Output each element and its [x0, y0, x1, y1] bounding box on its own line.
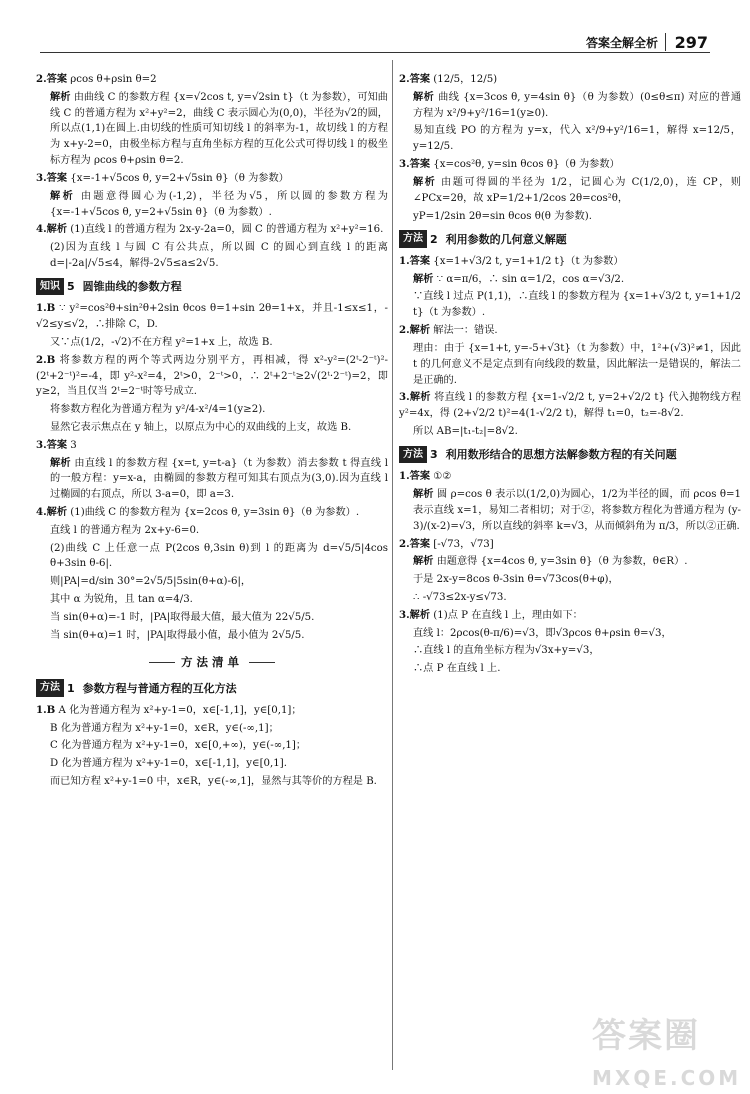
answer-paragraph — [36, 171, 388, 187]
answer-paragraph — [399, 469, 741, 485]
answer-text: (12/5，12/5) — [433, 74, 498, 85]
answer-paragraph — [399, 487, 741, 534]
answer-text: [-√73，√73] — [433, 538, 494, 550]
answer-label: 1.B — [36, 302, 56, 315]
left-column — [36, 72, 388, 1082]
watermark-logo-text: 答案圈 — [592, 1016, 700, 1056]
watermark — [592, 1010, 742, 1090]
answer-paragraph — [399, 254, 741, 270]
answer-paragraph — [36, 721, 388, 737]
answer-text: 而已知方程 x²+y-1=0 中，x∈R，y∈(-∞,1]，显然与其等价的方程是 B. — [50, 776, 377, 788]
answer-text: 由题可得圆的半径为 1/2，记圆心为 C(1/2,0)，连 CP，则∠PCx=2θ，故 xP=1/2+1/2cos 2θ=cos²θ， — [413, 176, 741, 204]
answer-paragraph — [36, 189, 388, 221]
watermark-url: MXQE.COM — [592, 1065, 742, 1090]
header-title: 答案全解全析 — [585, 36, 658, 50]
answer-paragraph — [36, 90, 388, 169]
answer-label: 2.答案 — [399, 537, 431, 550]
column-divider — [392, 60, 393, 1070]
answer-label: 解析 — [413, 272, 434, 285]
answer-paragraph — [36, 240, 388, 272]
answer-text: 将参数方程的两个等式两边分别平方，再相减，得 x²-y²=(2ᵗ-2⁻ᵗ)²-(2ᵗ+2⁻ᵗ)²=-4，即 y²-x²=4，2ᵗ>0，2⁻ᵗ>0，∴ 2ᵗ+2⁻ᵗ≥2√(2ᵗ·2⁻ᵗ)=2，即 y≥2，当且仅当 2ᵗ=2⁻ᵗ时等号成立. — [36, 354, 388, 398]
answer-paragraph — [399, 590, 741, 606]
answer-label: 解析 — [413, 555, 434, 568]
answer-paragraph — [399, 626, 741, 642]
answer-text: {x=cos²θ, y=sin θcos θ}（θ 为参数） — [433, 159, 620, 171]
answer-text: yP=1/2sin 2θ=sin θcos θ(θ 为参数). — [413, 210, 592, 222]
answer-label: 3.答案 — [399, 158, 431, 171]
answer-text: 曲线 {x=3cos θ, y=4sin θ}（θ 为参数）(0≤θ≤π) 对应的普通方程为 x²/9+y²/16=1(y≥0). — [413, 91, 741, 119]
answer-label: 3.解析 — [399, 608, 431, 621]
method-list-title — [36, 654, 388, 672]
answer-text: 于是 2x-y=8cos θ-3sin θ=√73cos(θ+φ)， — [413, 574, 619, 586]
answer-text: (2)因为直线 l 与圆 C 有公共点，所以圆 C 的圆心到直线 l 的距离 d=|-2a|/√5≤4，解得-2√5≤a≤2√5. — [50, 242, 388, 269]
section-heading — [399, 230, 741, 248]
title-rule — [149, 662, 175, 663]
answer-paragraph — [399, 537, 741, 553]
answer-text: {x=1+√3/2 t, y=1+1/2 t}（t 为参数） — [433, 255, 624, 267]
answer-text: 理由：由于 {x=1+t, y=-5+√3t}（t 为参数）中，1²+(√3)²≠1，因此 t 的几何意义不是定点到有向线段的数量，因此解法一是错误的，解法二是正确的. — [413, 342, 741, 386]
answer-paragraph — [36, 774, 388, 790]
answer-paragraph — [36, 72, 388, 88]
answer-label: 解析 — [50, 456, 71, 469]
answer-paragraph — [36, 335, 388, 351]
answer-text: ∵ α=π/6，∴ sin α=1/2，cos α=√3/2. — [436, 273, 625, 285]
answer-text: 显然它表示焦点在 y 轴上，以原点为中心的双曲线的上支，故选 B. — [50, 421, 352, 433]
answer-text: 3 — [70, 439, 77, 451]
answer-paragraph — [399, 608, 741, 624]
page-number: 297 — [674, 33, 708, 52]
answer-paragraph — [36, 574, 388, 590]
answer-label: 1.答案 — [399, 470, 431, 483]
answer-label: 解析 — [50, 189, 76, 202]
answer-paragraph — [399, 157, 741, 173]
answer-paragraph — [399, 661, 741, 677]
section-heading — [36, 278, 388, 296]
answer-paragraph — [36, 420, 388, 436]
answer-text: D 化为普通方程为 x²+y-1=0，x∈[-1,1]，y∈[0,1]. — [50, 758, 287, 770]
answer-paragraph — [399, 90, 741, 122]
answer-text: ρcos θ+ρsin θ=2 — [70, 74, 157, 85]
answer-paragraph — [36, 738, 388, 754]
title-rule — [249, 662, 275, 663]
answer-paragraph — [399, 643, 741, 659]
section-number: 1 — [67, 681, 75, 695]
answer-paragraph — [36, 610, 388, 626]
answer-label: 2.答案 — [36, 73, 68, 85]
answer-label: 解析 — [413, 488, 434, 501]
answer-text: 直线 l 的普通方程为 2x+y-6=0. — [50, 524, 200, 536]
answer-text: (1)直线 l 的普通方程为 2x-y-2a=0，圆 C 的普通方程为 x²+y²=16. — [70, 224, 384, 236]
section-tag: 方法 — [399, 230, 427, 248]
answer-label: 3.答案 — [36, 171, 68, 184]
header-separator — [665, 33, 666, 51]
answer-text: 直线 l：2ρcos(θ-π/6)=√3，即√3ρcos θ+ρsin θ=√3， — [413, 627, 672, 639]
answer-paragraph — [36, 438, 388, 454]
answer-text: 所以 AB=|t₁-t₂|=8√2. — [413, 425, 518, 437]
answer-text: 解法一：错误. — [433, 325, 498, 337]
answer-text: ∵ y²=cos²θ+sin²θ+2sin θcos θ=1+sin 2θ=1+x，并且-1≤x≤1，-√2≤y≤√2，∴排除 C，D. — [36, 303, 388, 331]
right-column — [399, 72, 741, 1082]
answer-paragraph — [399, 209, 741, 225]
answer-paragraph — [399, 341, 741, 388]
answer-text: 由题意得 {x=4cos θ, y=3sin θ}（θ 为参数，θ∈R）. — [436, 556, 688, 568]
answer-text: 则|PA|=d/sin 30°=2√5/5|5sin(θ+α)-6|， — [50, 576, 252, 588]
answer-text: 将直线 l 的参数方程 {x=1-√2/2 t, y=2+√2/2 t} 代入抛物线方程 y²=4x，得 (2+√2/2 t)²=4(1-√2/2 t)，解得 t₁=0，t₂=-8√2. — [399, 392, 741, 420]
answer-paragraph — [36, 628, 388, 644]
title-text: 方法清单 — [181, 654, 243, 669]
answer-paragraph — [36, 353, 388, 400]
answer-text: 其中 α 为锐角，且 tan α=4/3. — [50, 594, 193, 606]
answer-text: 又∵点(1/2，-√2)不在方程 y²=1+x 上，故选 B. — [50, 336, 273, 348]
answer-label: 解析 — [413, 175, 437, 188]
answer-label: 1.B — [36, 703, 56, 716]
answer-paragraph — [399, 390, 741, 422]
answer-paragraph — [399, 554, 741, 570]
answer-paragraph — [36, 301, 388, 333]
answer-paragraph — [399, 289, 741, 321]
answer-text: A 化为普通方程为 x²+y-1=0，x∈[-1,1]，y∈[0,1]； — [58, 704, 302, 716]
answer-text: C 化为普通方程为 x²+y-1=0，x∈[0,+∞)，y∈(-∞,1]； — [50, 740, 307, 752]
answer-paragraph — [399, 175, 741, 207]
section-title: 参数方程与普通方程的互化方法 — [82, 681, 237, 695]
answer-paragraph — [36, 222, 388, 238]
answer-text: 由题意得圆心为(-1,2)，半径为√5，所以圆的参数方程为 {x=-1+√5cos θ, y=2+√5sin θ}（θ 为参数）. — [50, 190, 388, 218]
answer-text: (2)曲线 C 上任意一点 P(2cos θ,3sin θ)到 l 的距离为 d=√5/5|4cos θ+3sin θ-6|. — [50, 542, 388, 570]
answer-label: 2.B — [36, 353, 56, 366]
answer-paragraph — [399, 72, 741, 88]
section-tag: 方法 — [36, 679, 64, 697]
answer-label: 3.答案 — [36, 438, 68, 451]
answer-text: (1)曲线 C 的参数方程为 {x=2cos θ, y=3sin θ}（θ 为参数）. — [70, 507, 360, 518]
answer-paragraph — [36, 756, 388, 772]
section-heading — [36, 679, 388, 697]
answer-text: 由曲线 C 的参数方程 {x=√2cos t, y=√2sin t}（t 为参数），可知曲线 C 的普通方程为 x²+y²=2，曲线 C 表示圆心为(0,0)，半径为√2的圆，所以点(1,1)在圆上.由切线的性质可知切线 l 的斜率为-1，故切线 l 的方程为 x+y-2=0，由极坐标方程与直角坐标方程的互化公式可得切线 l 的极坐标方程为 ρcos θ+ρsin θ=2. — [50, 91, 388, 167]
section-number: 3 — [430, 447, 438, 461]
answer-label: 解析 — [50, 90, 71, 103]
answer-label: 1.答案 — [399, 254, 431, 267]
answer-text: 圆 ρ=cos θ 表示以(1/2,0)为圆心，1/2为半径的圆，而 ρcos θ=1 表示直线 x=1，易知二者相切；对于②，将参数方程化为普通方程为 (y-3)/(x-2)=√3，所以直线的斜率 k=√3，从而倾斜角为 π/3，所以②正确. — [413, 489, 741, 532]
answer-label: 2.解析 — [399, 324, 431, 337]
header-rule — [40, 52, 710, 53]
section-tag: 知识 — [36, 278, 64, 296]
answer-text: ∴直线 l 的直角坐标方程为√3x+y=√3， — [413, 645, 600, 657]
answer-paragraph — [399, 424, 741, 440]
answer-text: ①② — [433, 471, 452, 483]
answer-paragraph — [36, 523, 388, 539]
answer-paragraph — [399, 572, 741, 588]
answer-paragraph — [399, 272, 741, 288]
section-number: 5 — [67, 279, 75, 293]
answer-label: 4.解析 — [36, 223, 68, 236]
answer-paragraph — [36, 456, 388, 503]
answer-text: ∵直线 l 过点 P(1,1)，∴直线 l 的参数方程为 {x=1+√3/2 t, y=1+1/2 t}（t 为参数）. — [413, 291, 741, 319]
answer-paragraph — [36, 541, 388, 573]
answer-label: 4.解析 — [36, 506, 68, 518]
section-title: 圆锥曲线的参数方程 — [82, 279, 182, 293]
answer-paragraph — [399, 323, 741, 339]
section-tag: 方法 — [399, 446, 427, 464]
answer-paragraph — [36, 703, 388, 719]
answer-text: 由直线 l 的参数方程 {x=t, y=t-a}（t 为参数）消去参数 t 得直线 l 的一般方程：y=x-a，由椭圆的参数方程可知其右顶点为(3,0).因为直线 l 过椭圆的右顶点，所以 3-a=0，即 a=3. — [50, 457, 388, 501]
answer-text: B 化为普通方程为 x²+y-1=0，x∈R，y∈(-∞,1]； — [50, 722, 279, 734]
answer-label: 3.解析 — [399, 391, 431, 404]
answer-text: 易知直线 PO 的方程为 y=x，代入 x²/9+y²/16=1，解得 x=12/5，y=12/5. — [413, 125, 741, 153]
section-title: 利用数形结合的思想方法解参数方程的有关问题 — [445, 447, 677, 461]
section-title: 利用参数的几何意义解题 — [445, 232, 567, 246]
answer-text: ∴点 P 在直线 l 上. — [413, 663, 501, 675]
answer-text: 将参数方程化为普通方程为 y²/4-x²/4=1(y≥2). — [50, 404, 266, 416]
answer-text: {x=-1+√5cos θ, y=2+√5sin θ}（θ 为参数） — [70, 172, 289, 184]
answer-text: 当 sin(θ+α)=-1 时，|PA|取得最大值，最大值为 22√5/5. — [50, 611, 315, 623]
answer-paragraph — [36, 505, 388, 521]
answer-text: ∴ -√73≤2x-y≤√73. — [413, 591, 507, 603]
answer-label: 2.答案 — [399, 73, 431, 85]
section-heading — [399, 446, 741, 464]
section-number: 2 — [430, 232, 438, 246]
answer-paragraph — [36, 402, 388, 418]
page-header — [0, 30, 750, 56]
answer-paragraph — [36, 592, 388, 608]
answer-paragraph — [399, 123, 741, 155]
answer-text: (1)点 P 在直线 l 上，理由如下： — [433, 609, 583, 621]
answer-label: 解析 — [413, 90, 435, 103]
answer-text: 当 sin(θ+α)=1 时，|PA|取得最小值，最小值为 2√5/5. — [50, 629, 305, 641]
